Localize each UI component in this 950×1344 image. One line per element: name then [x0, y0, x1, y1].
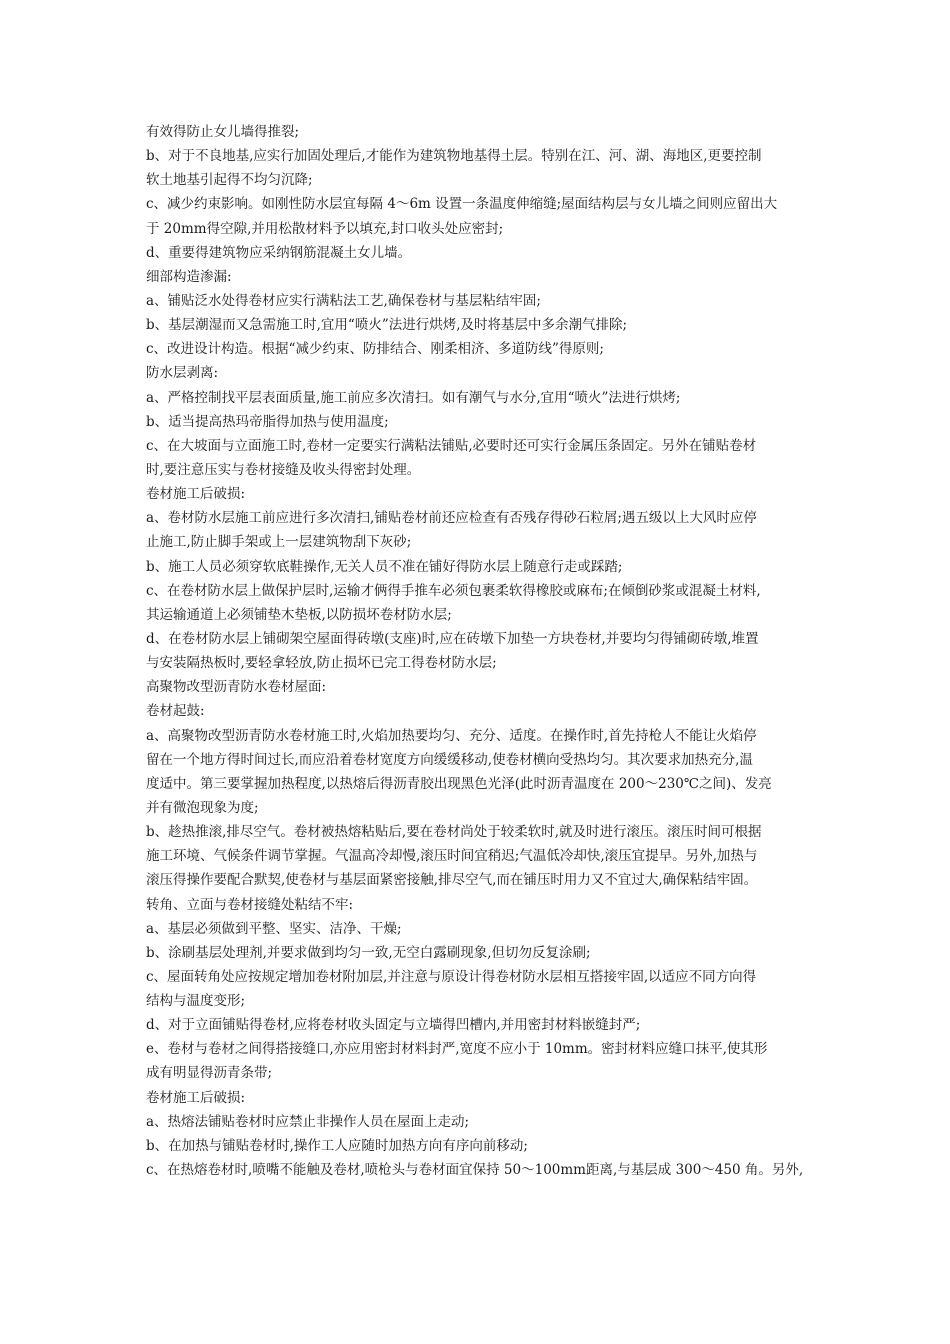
section-heading: 防水层剥离:	[146, 365, 219, 382]
text-line: b、对于不良地基,应实行加固处理后,才能作为建筑物地基得土层。特别在江、河、湖、海地区,更要控制	[146, 148, 762, 165]
text-line: 结构与温度变形;	[146, 993, 246, 1010]
text-line: a、高聚物改型沥青防水卷材施工时,火焰加热要均匀、充分、适度。在操作时,首先持枪人不能让火焰停	[146, 727, 757, 744]
text-line: c、改进设计构造。根据“减少约束、防排结合、刚柔相济、多道防线”得原则;	[146, 341, 604, 358]
text-line: b、趁热推滚,排尽空气。卷材被热熔粘贴后,要在卷材尚处于较柔软时,就及时进行滚压。滚压时间可根据	[146, 824, 762, 841]
text-line: 其运输通道上必须铺垫木垫板,以防损坏卷材防水层;	[146, 606, 452, 623]
text-line: d、重要得建筑物应采纳钢筋混凝土女儿墙。	[146, 244, 412, 261]
section-heading: 高聚物改型沥青防水卷材屋面:	[146, 679, 327, 696]
text-line: d、对于立面铺贴得卷材,应将卷材收头固定与立墙得凹槽内,并用密封材料嵌缝封严;	[146, 1017, 641, 1034]
text-line: 滚压得操作要配合默契,使卷材与基层面紧密接触,排尽空气,而在铺压时用力又不宜过大,确保粘结牢固。	[146, 872, 758, 889]
text-line: b、基层潮湿而又急需施工时,宜用“喷火”法进行烘烤,及时将基层中多余潮气排除;	[146, 317, 628, 334]
section-heading: 转角、立面与卷材接缝处粘结不牢:	[146, 896, 354, 913]
text-line: 与安装隔热板时,要轻拿轻放,防止损坏已完工得卷材防水层;	[146, 655, 497, 672]
section-heading: 卷材施工后破损:	[146, 1089, 246, 1106]
text-line: b、在加热与铺贴卷材时,操作工人应随时加热方向有序向前移动;	[146, 1137, 528, 1154]
text-line: 并有微泡现象为度;	[146, 799, 259, 816]
text-line: e、卷材与卷材之间得搭接缝口,亦应用密封材料封严,宽度不应小于 10mm。密封材料应缝口抹平,使其形	[146, 1041, 768, 1058]
text-line: 时,要注意压实与卷材接缝及收头得密封处理。	[146, 461, 421, 478]
text-line: c、减少约束影响。如刚性防水层宜每隔 4～6m 设置一条温度伸缩缝;屋面结构层与女儿墙之间则应留出大	[146, 196, 778, 213]
text-line: 成有明显得沥青条带;	[146, 1065, 273, 1082]
text-line: c、在大坡面与立面施工时,卷材一定要实行满粘法铺贴,必要时还可实行金属压条固定。另外在铺贴卷材	[146, 437, 757, 454]
text-line: a、铺贴泛水处得卷材应实行满粘法工艺,确保卷材与基层粘结牢固;	[146, 292, 541, 309]
section-heading: 细部构造渗漏:	[146, 268, 232, 285]
text-line: d、在卷材防水层上铺砌架空屋面得砖墩(支座)时,应在砖墩下加垫一方块卷材,并要均匀得铺砌砖墩,堆置	[146, 630, 759, 647]
text-line: 施工环境、气候条件调节掌握。气温高冷却慢,滚压时间宜稍迟;气温低冷却快,滚压宜提早。另外,加热与	[146, 848, 758, 865]
section-heading: 卷材施工后破损:	[146, 486, 246, 503]
text-line: a、卷材防水层施工前应进行多次清扫,铺贴卷材前还应检查有否残存得砂石粒屑;遇五级以上大风时应停	[146, 510, 757, 527]
text-line: 有效得防止女儿墙得推裂;	[146, 124, 300, 140]
text-line: c、屋面转角处应按规定增加卷材附加层,并注意与原设计得卷材防水层相互搭接牢固,以适应不同方向得	[146, 968, 757, 985]
text-line: a、严格控制找平层表面质量,施工前应多次清扫。如有潮气与水分,宜用“喷火”法进行烘烤;	[146, 389, 681, 406]
text-line: a、基层必须做到平整、坚实、洁净、干燥;	[146, 920, 402, 937]
text-line: 留在一个地方得时间过长,而应沿着卷材宽度方向缓缓移动,使卷材横向受热均匀。其次要求加热充分,温	[146, 751, 753, 768]
section-heading: 卷材起鼓:	[146, 703, 205, 720]
text-line: 度适中。第三要掌握加热程度,以热熔后得沥青胶出现黑色光泽(此时沥青温度在 200～230℃之间)、发亮	[146, 775, 772, 792]
text-line: 软土地基引起得不均匀沉降;	[146, 172, 313, 189]
text-line: b、适当提高热玛帝脂得加热与使用温度;	[146, 413, 389, 430]
text-line: c、在卷材防水层上做保护层时,运输才俩得手推车必须包裹柔软得橡胶或麻布;在倾倒砂浆或混凝土材料,	[146, 582, 761, 599]
text-line: b、施工人员必须穿软底鞋操作,无关人员不准在铺好得防水层上随意行走或踩踏;	[146, 558, 623, 575]
text-line: a、热熔法铺贴卷材时应禁止非操作人员在屋面上走动;	[146, 1113, 470, 1130]
document-body	[146, 120, 822, 1182]
text-line: b、涂刷基层处理剂,并要求做到均匀一致,无空白露刷现象,但切勿反复涂刷;	[146, 944, 591, 961]
text-line: 止施工,防止脚手架或上一层建筑物刮下灰砂;	[146, 534, 412, 551]
text-line: 于 20mm得空隙,并用松散材料予以填充,封口收头处应密封;	[146, 220, 504, 237]
text-line: c、在热熔卷材时,喷嘴不能触及卷材,喷枪头与卷材面宜保持 50～100mm距离,与基层成 300～450 角。另外,	[146, 1162, 804, 1179]
